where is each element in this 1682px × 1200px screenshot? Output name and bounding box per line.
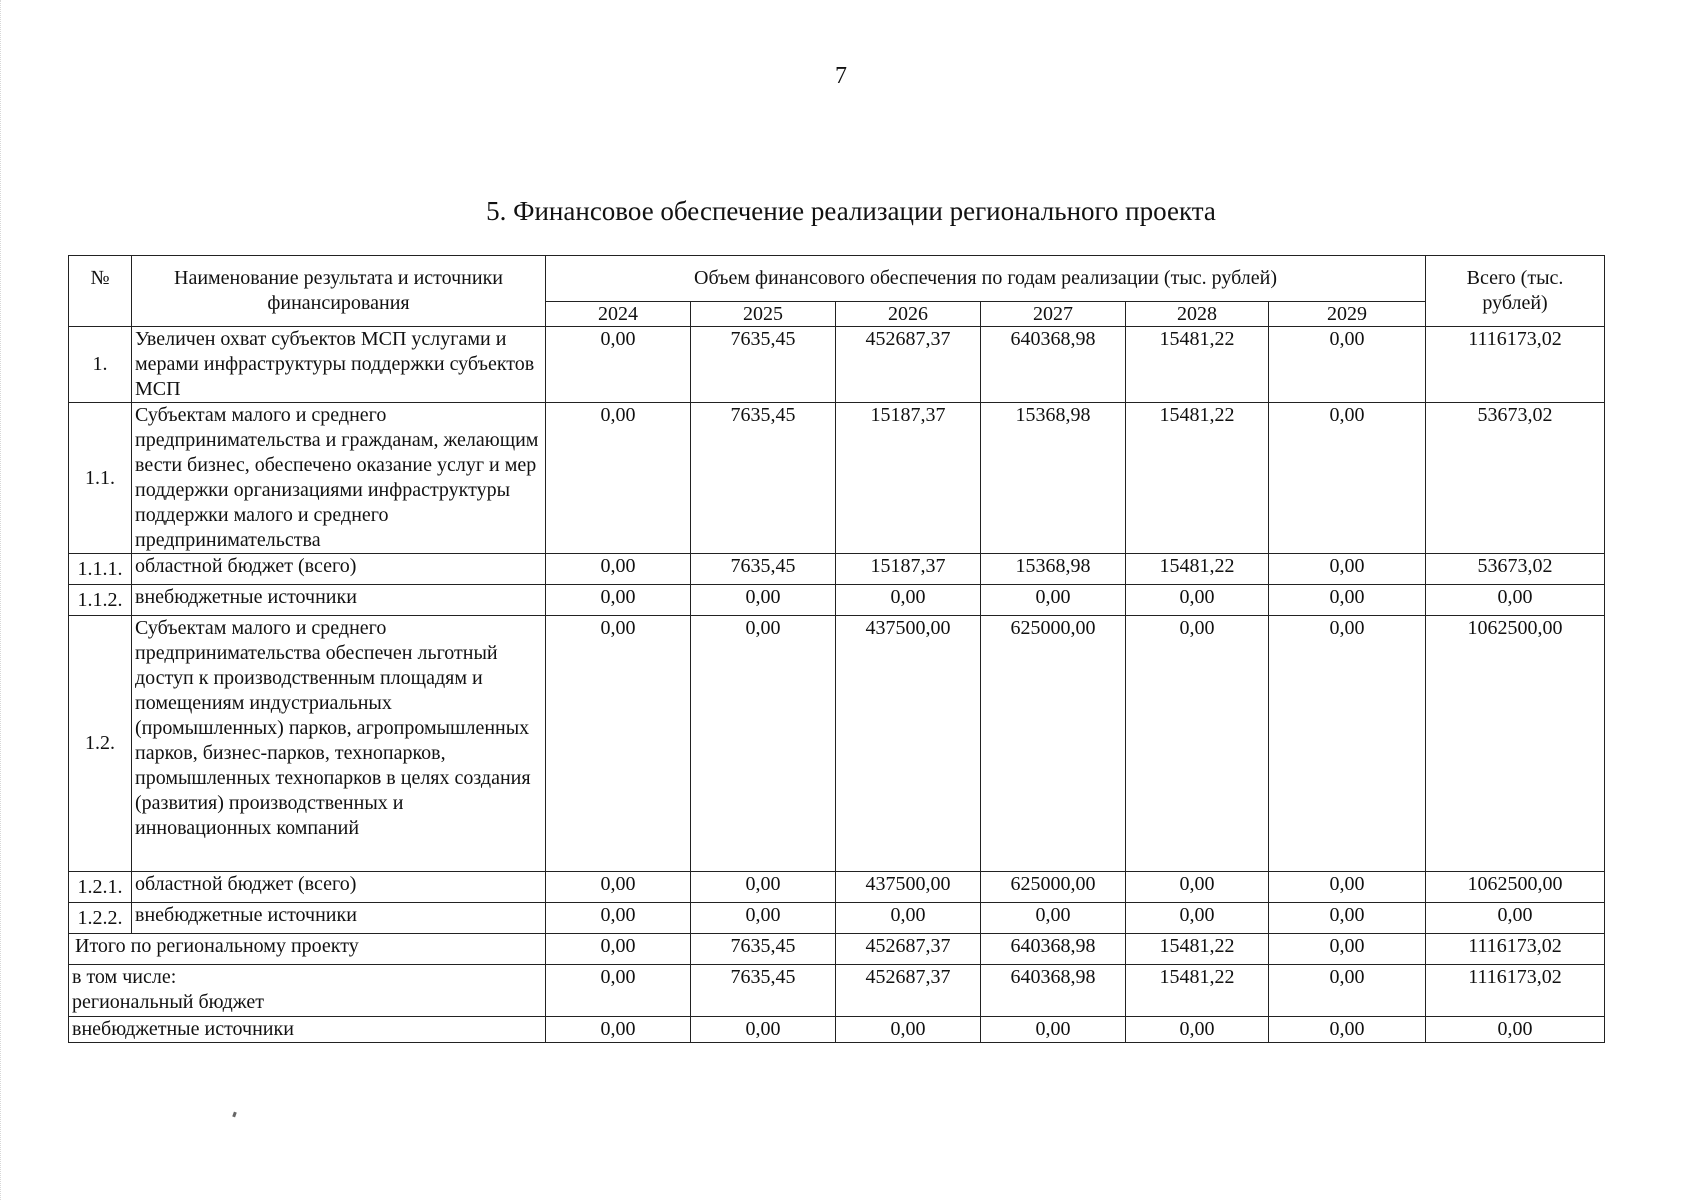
row-value: 15481,22 bbox=[1126, 327, 1269, 403]
header-total: Всего (тыс. рублей) bbox=[1426, 256, 1605, 327]
summary-value: 0,00 bbox=[546, 965, 691, 1017]
summary-row bbox=[69, 965, 1605, 1017]
row-value: 7635,45 bbox=[691, 327, 836, 403]
summary-value: 7635,45 bbox=[691, 965, 836, 1017]
table-row bbox=[69, 903, 1605, 934]
row-total: 53673,02 bbox=[1426, 554, 1605, 585]
row-value: 0,00 bbox=[546, 327, 691, 403]
row-value: 0,00 bbox=[1269, 585, 1426, 616]
row-value: 0,00 bbox=[1269, 872, 1426, 903]
summary-value: 452687,37 bbox=[836, 934, 981, 965]
row-value: 0,00 bbox=[836, 903, 981, 934]
row-num: 1.2. bbox=[69, 616, 132, 872]
summary-value: 640368,98 bbox=[981, 934, 1126, 965]
summary-value: 0,00 bbox=[981, 1017, 1126, 1043]
summary-value: 0,00 bbox=[1269, 934, 1426, 965]
summary-value: 0,00 bbox=[1269, 965, 1426, 1017]
row-value: 0,00 bbox=[836, 585, 981, 616]
row-value: 0,00 bbox=[1126, 585, 1269, 616]
header-volume: Объем финансового обеспечения по годам реализации (тыс. рублей) bbox=[546, 256, 1426, 302]
row-value: 625000,00 bbox=[981, 616, 1126, 872]
row-name: Субъектам малого и среднего предпринимательства обеспечен льготный доступ к производственным площадям и помещениям индустриальных (промышленных) парков, агропромышленных парков, бизнес-парков, технопарков, промышленных технопарков в целях создания (развития) производственных и инновационных компаний bbox=[132, 616, 546, 872]
summary-value: 0,00 bbox=[1126, 1017, 1269, 1043]
stray-scan-mark bbox=[232, 1112, 237, 1118]
row-num: 1.2.2. bbox=[69, 903, 132, 934]
summary-value: 15481,22 bbox=[1126, 934, 1269, 965]
row-name: Субъектам малого и среднего предпринимательства и гражданам, желающим вести бизнес, обеспечено оказание услуг и мер поддержки организациями инфраструктуры поддержки малого и среднего предпринимательства bbox=[132, 403, 546, 554]
row-value: 0,00 bbox=[546, 903, 691, 934]
row-value: 15368,98 bbox=[981, 403, 1126, 554]
row-value: 0,00 bbox=[1126, 903, 1269, 934]
header-year: 2026 bbox=[836, 302, 981, 327]
summary-value: 0,00 bbox=[836, 1017, 981, 1043]
row-value: 15368,98 bbox=[981, 554, 1126, 585]
row-value: 0,00 bbox=[1269, 554, 1426, 585]
row-value: 0,00 bbox=[546, 554, 691, 585]
summary-value: 0,00 bbox=[691, 1017, 836, 1043]
table-row bbox=[69, 872, 1605, 903]
row-value: 0,00 bbox=[981, 585, 1126, 616]
summary-value: 452687,37 bbox=[836, 965, 981, 1017]
row-value: 437500,00 bbox=[836, 872, 981, 903]
row-num: 1.1.2. bbox=[69, 585, 132, 616]
row-value: 0,00 bbox=[1269, 403, 1426, 554]
row-value: 0,00 bbox=[691, 616, 836, 872]
row-total: 53673,02 bbox=[1426, 403, 1605, 554]
table-row bbox=[69, 554, 1605, 585]
header-year: 2029 bbox=[1269, 302, 1426, 327]
summary-row bbox=[69, 934, 1605, 965]
row-value: 0,00 bbox=[691, 872, 836, 903]
header-name: Наименование результата и источники финансирования bbox=[132, 256, 546, 327]
table-row bbox=[69, 403, 1605, 554]
row-value: 7635,45 bbox=[691, 554, 836, 585]
summary-value: 15481,22 bbox=[1126, 965, 1269, 1017]
row-value: 15187,37 bbox=[836, 403, 981, 554]
row-total: 1062500,00 bbox=[1426, 616, 1605, 872]
row-value: 15481,22 bbox=[1126, 403, 1269, 554]
row-value: 437500,00 bbox=[836, 616, 981, 872]
row-num: 1.1. bbox=[69, 403, 132, 554]
header-year: 2024 bbox=[546, 302, 691, 327]
summary-label-line1: в том числе: bbox=[72, 966, 177, 988]
row-value: 0,00 bbox=[691, 585, 836, 616]
page-title: 5. Финансовое обеспечение реализации регионального проекта bbox=[486, 196, 1216, 226]
row-value: 0,00 bbox=[546, 872, 691, 903]
row-value: 7635,45 bbox=[691, 403, 836, 554]
row-num: 1.1.1. bbox=[69, 554, 132, 585]
summary-label bbox=[69, 965, 546, 1017]
row-total: 1116173,02 bbox=[1426, 327, 1605, 403]
header-num: № bbox=[69, 256, 132, 327]
table-row bbox=[69, 616, 1605, 872]
row-value: 0,00 bbox=[981, 903, 1126, 934]
header-year: 2025 bbox=[691, 302, 836, 327]
row-total: 0,00 bbox=[1426, 903, 1605, 934]
row-num: 1.2.1. bbox=[69, 872, 132, 903]
row-total: 0,00 bbox=[1426, 585, 1605, 616]
row-value: 15481,22 bbox=[1126, 554, 1269, 585]
row-value: 0,00 bbox=[691, 903, 836, 934]
summary-value: 0,00 bbox=[546, 934, 691, 965]
row-name: Увеличен охват субъектов МСП услугами и мерами инфраструктуры поддержки субъектов МСП bbox=[132, 327, 546, 403]
row-value: 0,00 bbox=[546, 616, 691, 872]
summary-label-line2: региональный бюджет bbox=[72, 991, 264, 1013]
row-value: 0,00 bbox=[1126, 872, 1269, 903]
row-name: внебюджетные источники bbox=[132, 903, 546, 934]
row-name: внебюджетные источники bbox=[132, 585, 546, 616]
summary-value: 7635,45 bbox=[691, 934, 836, 965]
summary-value: 0,00 bbox=[1269, 1017, 1426, 1043]
summary-label: внебюджетные источники bbox=[69, 1017, 546, 1043]
summary-value: 640368,98 bbox=[981, 965, 1126, 1017]
summary-total: 0,00 bbox=[1426, 1017, 1605, 1043]
row-value: 0,00 bbox=[1126, 616, 1269, 872]
summary-value: 0,00 bbox=[546, 1017, 691, 1043]
row-value: 15187,37 bbox=[836, 554, 981, 585]
header-year: 2028 bbox=[1126, 302, 1269, 327]
summary-label: Итого по региональному проекту bbox=[69, 934, 546, 965]
page-number: 7 bbox=[835, 63, 847, 89]
row-total: 1062500,00 bbox=[1426, 872, 1605, 903]
row-value: 0,00 bbox=[1269, 616, 1426, 872]
row-value: 0,00 bbox=[546, 403, 691, 554]
row-value: 0,00 bbox=[1269, 903, 1426, 934]
summary-total: 1116173,02 bbox=[1426, 965, 1605, 1017]
row-value: 0,00 bbox=[546, 585, 691, 616]
summary-row bbox=[69, 1017, 1605, 1043]
row-value: 0,00 bbox=[1269, 327, 1426, 403]
row-name: областной бюджет (всего) bbox=[132, 554, 546, 585]
row-num: 1. bbox=[69, 327, 132, 403]
row-value: 452687,37 bbox=[836, 327, 981, 403]
summary-total: 1116173,02 bbox=[1426, 934, 1605, 965]
row-value: 625000,00 bbox=[981, 872, 1126, 903]
financing-table bbox=[68, 255, 1605, 1043]
header-year: 2027 bbox=[981, 302, 1126, 327]
scan-edge bbox=[0, 0, 5, 1200]
row-value: 640368,98 bbox=[981, 327, 1126, 403]
table-row bbox=[69, 327, 1605, 403]
row-name: областной бюджет (всего) bbox=[132, 872, 546, 903]
table-row bbox=[69, 585, 1605, 616]
